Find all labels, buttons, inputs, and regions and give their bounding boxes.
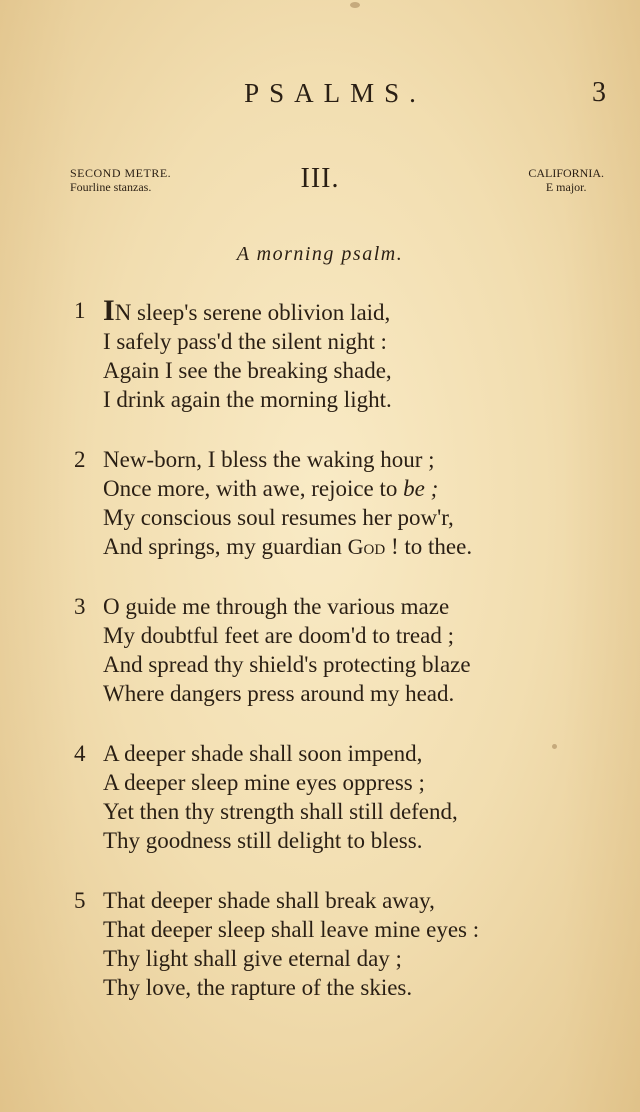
small-caps-word: God — [347, 534, 386, 559]
verse-line — [103, 532, 614, 561]
stanza-2 — [74, 445, 614, 561]
verse-line-text: ! to thee. — [385, 534, 473, 559]
verse-line — [103, 296, 614, 327]
stanza-list — [74, 296, 614, 1033]
stanza-3 — [74, 592, 614, 708]
verse-line: I safely pass'd the silent night : — [103, 329, 387, 354]
verse-line: Again I see the breaking shade, — [103, 358, 392, 383]
stanza-number: 3 — [74, 594, 86, 619]
italic-word: be ; — [403, 476, 439, 501]
stanza-number: 5 — [74, 888, 86, 913]
tune-key: E major. — [545, 180, 587, 194]
tune-label — [528, 166, 604, 194]
ink-speck — [552, 744, 557, 749]
stanza-number: 4 — [74, 741, 86, 766]
running-title: PSALMS. — [244, 78, 426, 108]
psalm-subtitle: A morning psalm. — [236, 243, 404, 265]
verse-line-text: And springs, my guardian — [103, 534, 348, 559]
ink-speck — [350, 2, 360, 8]
verse-line: Where dangers press around my head. — [103, 681, 455, 706]
stanza-number: 1 — [74, 298, 86, 323]
psalm-number: III. — [300, 163, 340, 194]
verse-line: And spread thy shield's protecting blaze — [103, 652, 471, 677]
verse-line: A deeper sleep mine eyes oppress ; — [103, 770, 425, 795]
stanza-number: 2 — [74, 447, 86, 472]
verse-line — [103, 474, 614, 503]
verse-line-text: Once more, with awe, rejoice to — [103, 476, 404, 501]
metre-name: SECOND METRE. — [70, 166, 172, 180]
verse-line: New-born, I bless the waking hour ; — [103, 447, 435, 472]
verse-line: O guide me through the various maze — [103, 594, 450, 619]
stanza-4 — [74, 739, 614, 855]
verse-line-text: N sleep's serene oblivion laid, — [114, 300, 391, 325]
verse-line: That deeper shade shall break away, — [103, 888, 435, 913]
metre-form: Fourline stanzas. — [70, 180, 152, 194]
verse-line: That deeper sleep shall leave mine eyes : — [103, 917, 480, 942]
page-number: 3 — [592, 77, 606, 108]
verse-line: Thy goodness still delight to bless. — [103, 828, 423, 853]
verse-line: My conscious soul resumes her pow'r, — [103, 505, 454, 530]
verse-line: My doubtful feet are doom'd to tread ; — [103, 623, 454, 648]
verse-line: Thy love, the rapture of the skies. — [103, 975, 413, 1000]
verse-line: Yet then thy strength shall still defend, — [103, 799, 458, 824]
stanza-1 — [74, 296, 614, 414]
drop-cap: I — [103, 294, 115, 327]
verse-line: I drink again the morning light. — [103, 387, 392, 412]
verse-line: Thy light shall give eternal day ; — [103, 946, 402, 971]
stanza-5 — [74, 886, 614, 1002]
verse-line: A deeper shade shall soon impend, — [103, 741, 423, 766]
tune-name: CALIFORNIA. — [528, 166, 604, 180]
